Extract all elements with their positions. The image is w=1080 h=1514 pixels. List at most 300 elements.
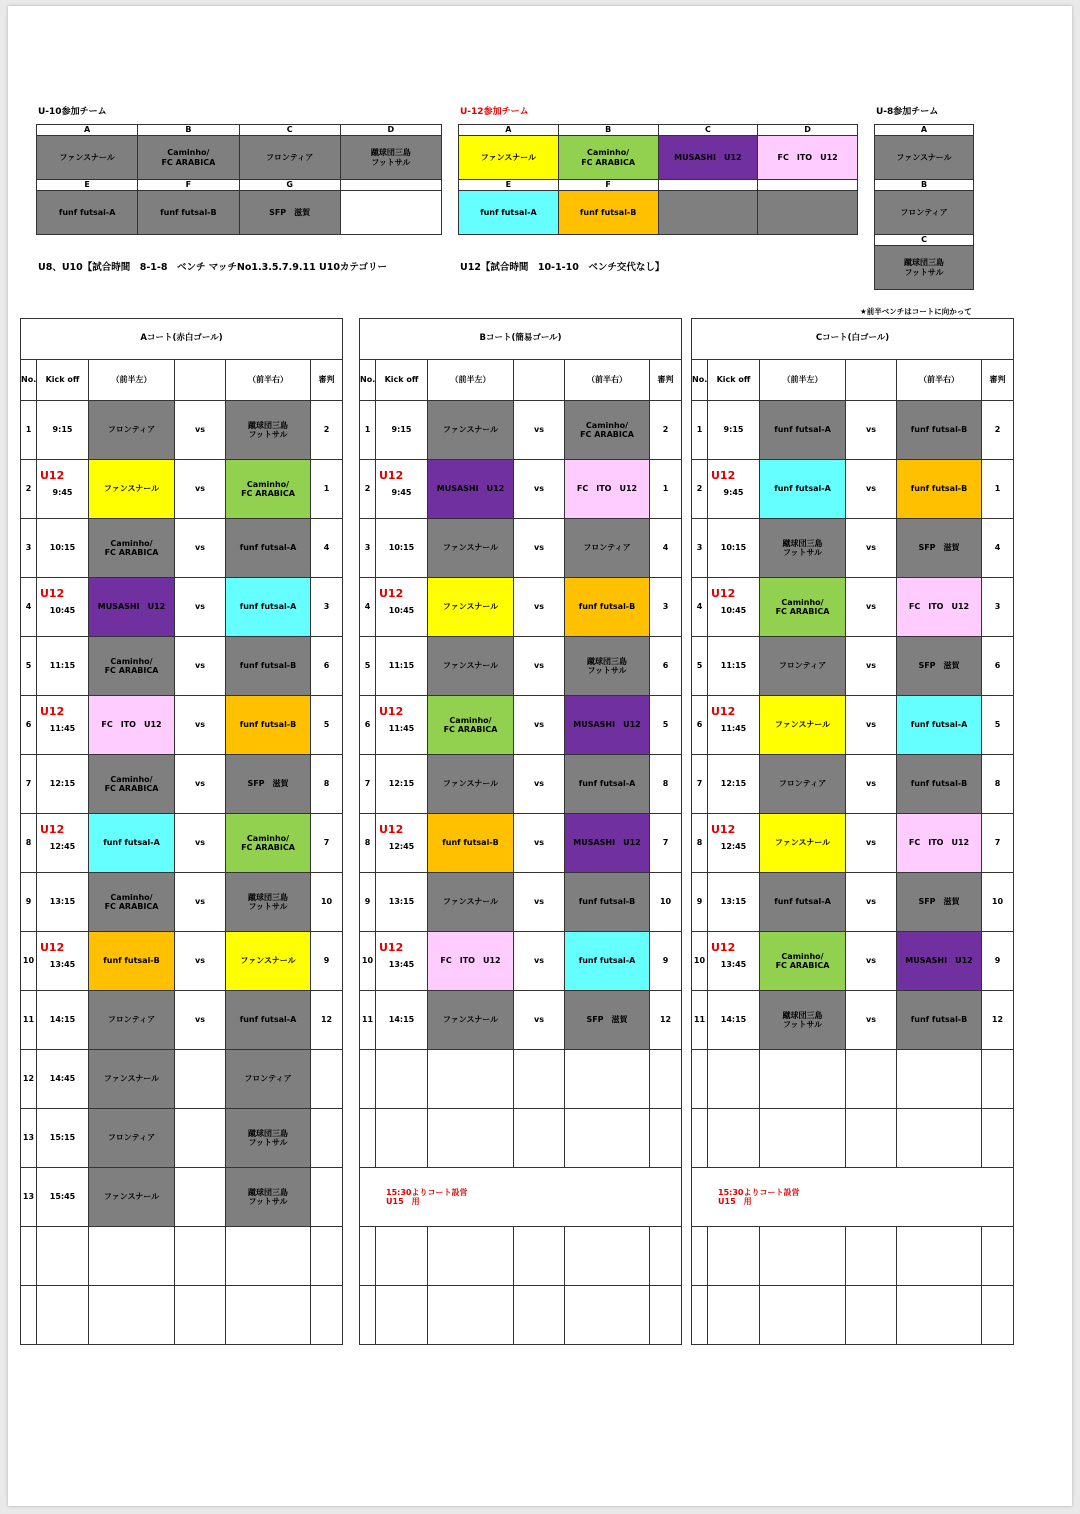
right-team-header: （前半右）: [226, 360, 311, 401]
empty-cell: [565, 1109, 650, 1168]
referee-number: 6: [650, 637, 682, 696]
referee-number: 10: [982, 873, 1014, 932]
vs-label: vs: [514, 460, 565, 519]
empty-cell: [708, 1050, 760, 1109]
kickoff-time: [376, 696, 428, 755]
kickoff-time: 14:15: [37, 991, 89, 1050]
kickoff-time: 11:15: [708, 637, 760, 696]
vs-label: vs: [846, 401, 897, 460]
match-number: 3: [21, 519, 37, 578]
right-team: funf futsal-A: [226, 991, 311, 1050]
right-team: Caminho/ FC ARABICA: [226, 814, 311, 873]
vs-label: vs: [175, 637, 226, 696]
vs-label: vs: [846, 637, 897, 696]
u8-title: U-8参加チーム: [876, 107, 939, 117]
u12-label: U12: [40, 705, 65, 719]
empty-cell: [760, 1109, 846, 1168]
empty-cell: [376, 1286, 428, 1345]
kickoff-value: 12:45: [720, 841, 747, 851]
empty-cell: [846, 1286, 897, 1345]
match-number: 2: [360, 460, 376, 519]
match-number: 7: [21, 755, 37, 814]
kickoff-header: Kick off: [376, 360, 428, 401]
table-row: [360, 519, 682, 578]
right-team: フロンティア: [565, 519, 650, 578]
empty-cell: [360, 1050, 376, 1109]
u12-header-blank2: [758, 180, 858, 191]
table-row: [692, 1109, 1014, 1168]
referee-number: 1: [982, 460, 1014, 519]
match-number: 5: [360, 637, 376, 696]
match-number: 4: [21, 578, 37, 637]
referee-number: [311, 1168, 343, 1227]
right-team-header: （前半右）: [565, 360, 650, 401]
referee-number: 12: [311, 991, 343, 1050]
left-team: フロンティア: [89, 401, 175, 460]
empty-cell: [846, 1227, 897, 1286]
right-team: funf futsal-B: [897, 401, 982, 460]
match-number: 6: [692, 696, 708, 755]
vs-header: [514, 360, 565, 401]
empty-cell: [89, 1286, 175, 1345]
left-team: funf futsal-B: [428, 814, 514, 873]
vs-label: vs: [846, 755, 897, 814]
referee-number: 5: [311, 696, 343, 755]
kickoff-time: [37, 578, 89, 637]
u8-header-a: A: [875, 125, 974, 136]
kickoff-time: 13:15: [708, 873, 760, 932]
match-number: 7: [360, 755, 376, 814]
right-team: SFP 滋賀: [897, 637, 982, 696]
referee-number: 12: [982, 991, 1014, 1050]
vs-label: vs: [846, 873, 897, 932]
referee-number: 5: [982, 696, 1014, 755]
referee-number: 4: [982, 519, 1014, 578]
left-team: funf futsal-B: [89, 932, 175, 991]
u10-header-a: A: [37, 125, 138, 136]
vs-label: [175, 1050, 226, 1109]
u12-team-d: FC ITO U12: [758, 136, 858, 180]
vs-label: vs: [175, 401, 226, 460]
u10-rules: U8、U10【試合時間 8-1-8 ベンチ マッチNo1.3.5.7.9.11 U10カテゴリー: [38, 262, 388, 273]
empty-cell: [692, 1286, 708, 1345]
vs-label: vs: [514, 814, 565, 873]
left-team: ファンスナール: [428, 755, 514, 814]
table-row: [21, 1109, 343, 1168]
u12-label: U12: [40, 587, 65, 601]
match-number: 1: [692, 401, 708, 460]
u12-label: U12: [40, 941, 65, 955]
match-number: 11: [21, 991, 37, 1050]
kickoff-time: 13:15: [37, 873, 89, 932]
right-team: funf futsal-B: [897, 755, 982, 814]
match-number: 3: [692, 519, 708, 578]
table-row: [692, 578, 1014, 637]
kickoff-value: 9:45: [723, 487, 744, 497]
table-row: [360, 578, 682, 637]
vs-label: vs: [514, 696, 565, 755]
right-team: SFP 滋賀: [565, 991, 650, 1050]
right-team: FC ITO U12: [565, 460, 650, 519]
empty-cell: [982, 1286, 1014, 1345]
table-row: [21, 460, 343, 519]
vs-label: vs: [514, 991, 565, 1050]
kickoff-time: [37, 932, 89, 991]
table-row: [692, 1050, 1014, 1109]
empty-cell: [846, 1109, 897, 1168]
right-team-header: （前半右）: [897, 360, 982, 401]
left-team: FC ITO U12: [428, 932, 514, 991]
empty-cell: [360, 1286, 376, 1345]
court-title: Aコート(赤白ゴール): [21, 319, 343, 360]
court-setup-note: 15:30よりコート設営 U15 用: [360, 1168, 682, 1227]
table-row: [692, 637, 1014, 696]
empty-cell: [650, 1109, 682, 1168]
empty-cell: [565, 1227, 650, 1286]
vs-header: [846, 360, 897, 401]
left-team: Caminho/ FC ARABICA: [89, 755, 175, 814]
kickoff-time: 15:15: [37, 1109, 89, 1168]
table-row: [360, 1286, 682, 1345]
referee-number: 3: [311, 578, 343, 637]
referee-number: 4: [650, 519, 682, 578]
court-table-2: [691, 318, 1014, 1345]
referee-number: 2: [982, 401, 1014, 460]
kickoff-time: 11:15: [37, 637, 89, 696]
match-number: 8: [692, 814, 708, 873]
referee-header: 審判: [311, 360, 343, 401]
kickoff-time: 14:15: [708, 991, 760, 1050]
kickoff-value: 11:45: [49, 723, 76, 733]
right-team: MUSASHI U12: [565, 814, 650, 873]
match-number: 12: [21, 1050, 37, 1109]
right-team: ファンスナール: [226, 932, 311, 991]
empty-cell: [708, 1227, 760, 1286]
vs-label: vs: [514, 932, 565, 991]
kickoff-value: 13:45: [720, 959, 747, 969]
referee-number: [311, 1109, 343, 1168]
table-row: [21, 932, 343, 991]
no-header: No.: [692, 360, 708, 401]
left-team: ファンスナール: [89, 1050, 175, 1109]
empty-cell: [846, 1050, 897, 1109]
empty-cell: [692, 1227, 708, 1286]
empty-cell: [37, 1227, 89, 1286]
right-team: funf futsal-A: [565, 755, 650, 814]
match-number: 13: [21, 1109, 37, 1168]
table-row: [21, 637, 343, 696]
left-team: ファンスナール: [428, 637, 514, 696]
empty-cell: [982, 1050, 1014, 1109]
vs-label: vs: [846, 578, 897, 637]
referee-number: 8: [650, 755, 682, 814]
referee-number: 6: [982, 637, 1014, 696]
vs-label: vs: [175, 932, 226, 991]
left-team: 蹴球団三島 フットサル: [760, 519, 846, 578]
u12-team-empty1: [658, 191, 758, 235]
kickoff-time: [376, 932, 428, 991]
table-row: [21, 1168, 343, 1227]
referee-number: 3: [650, 578, 682, 637]
kickoff-time: [708, 814, 760, 873]
u12-team-a: ファンスナール: [459, 136, 559, 180]
table-row: [692, 519, 1014, 578]
empty-cell: [21, 1286, 37, 1345]
empty-cell: [897, 1050, 982, 1109]
left-team: Caminho/ FC ARABICA: [89, 519, 175, 578]
u12-label: U12: [711, 705, 736, 719]
u12-team-f: funf futsal-B: [558, 191, 658, 235]
right-team: MUSASHI U12: [897, 932, 982, 991]
table-row: [360, 1168, 682, 1227]
vs-label: vs: [175, 814, 226, 873]
u12-label: U12: [40, 469, 65, 483]
u10-header-f: F: [138, 180, 239, 191]
vs-label: vs: [514, 401, 565, 460]
left-team: フロンティア: [89, 1109, 175, 1168]
left-team: ファンスナール: [760, 696, 846, 755]
u12-label: U12: [379, 705, 404, 719]
empty-cell: [175, 1286, 226, 1345]
right-team: 蹴球団三島 フットサル: [565, 637, 650, 696]
table-row: [360, 1109, 682, 1168]
referee-number: 10: [650, 873, 682, 932]
right-team: funf futsal-B: [226, 696, 311, 755]
vs-header: [175, 360, 226, 401]
u12-label: U12: [379, 823, 404, 837]
empty-cell: [565, 1050, 650, 1109]
u12-label: U12: [711, 941, 736, 955]
bench-note: ★前半ベンチはコートに向かって: [860, 307, 972, 316]
referee-number: 2: [650, 401, 682, 460]
schedule-sheet: [8, 6, 1072, 1506]
vs-label: vs: [175, 519, 226, 578]
referee-header: 審判: [982, 360, 1014, 401]
referee-number: 1: [650, 460, 682, 519]
table-row: [21, 519, 343, 578]
vs-label: vs: [846, 519, 897, 578]
match-number: 5: [692, 637, 708, 696]
right-team: 蹴球団三島 フットサル: [226, 873, 311, 932]
left-team: ファンスナール: [428, 519, 514, 578]
right-team: funf futsal-B: [897, 991, 982, 1050]
u12-team-c: MUSASHI U12: [658, 136, 758, 180]
u8-team-a: ファンスナール: [875, 136, 974, 180]
kickoff-time: 14:45: [37, 1050, 89, 1109]
left-team: Caminho/ FC ARABICA: [89, 873, 175, 932]
match-number: 9: [21, 873, 37, 932]
table-row: [692, 932, 1014, 991]
match-number: 8: [21, 814, 37, 873]
table-row: [21, 1227, 343, 1286]
empty-cell: [376, 1050, 428, 1109]
right-team: funf futsal-B: [897, 460, 982, 519]
vs-label: vs: [514, 578, 565, 637]
match-number: 2: [21, 460, 37, 519]
table-row: [692, 1168, 1014, 1227]
kickoff-time: [376, 578, 428, 637]
empty-cell: [360, 1109, 376, 1168]
kickoff-time: [708, 696, 760, 755]
empty-cell: [897, 1109, 982, 1168]
table-row: [21, 578, 343, 637]
kickoff-header: Kick off: [37, 360, 89, 401]
right-team: funf futsal-B: [226, 637, 311, 696]
left-team: ファンスナール: [89, 1168, 175, 1227]
empty-cell: [692, 1109, 708, 1168]
right-team: SFP 滋賀: [897, 873, 982, 932]
left-team-header: （前半左）: [428, 360, 514, 401]
empty-cell: [21, 1227, 37, 1286]
u12-header-e: E: [459, 180, 559, 191]
left-team: MUSASHI U12: [428, 460, 514, 519]
referee-number: 1: [311, 460, 343, 519]
referee-number: 8: [982, 755, 1014, 814]
table-row: [21, 696, 343, 755]
empty-cell: [708, 1109, 760, 1168]
u12-team-empty2: [758, 191, 858, 235]
court-title: Bコート(簡易ゴール): [360, 319, 682, 360]
empty-cell: [376, 1227, 428, 1286]
kickoff-time: 10:15: [708, 519, 760, 578]
left-team: ファンスナール: [89, 460, 175, 519]
kickoff-value: 13:45: [49, 959, 76, 969]
no-header: No.: [21, 360, 37, 401]
u12-team-e: funf futsal-A: [459, 191, 559, 235]
left-team: Caminho/ FC ARABICA: [760, 578, 846, 637]
referee-number: 7: [311, 814, 343, 873]
kickoff-time: [376, 814, 428, 873]
right-team: funf futsal-B: [565, 873, 650, 932]
vs-label: vs: [514, 873, 565, 932]
table-row: [360, 755, 682, 814]
table-row: [360, 814, 682, 873]
right-team: funf futsal-A: [226, 519, 311, 578]
right-team: 蹴球団三島 フットサル: [226, 1168, 311, 1227]
left-team: フロンティア: [760, 755, 846, 814]
empty-cell: [360, 1227, 376, 1286]
court-title: Cコート(白ゴール): [692, 319, 1014, 360]
u8-team-b: フロンティア: [875, 191, 974, 235]
table-row: [21, 1286, 343, 1345]
vs-label: vs: [846, 932, 897, 991]
court-table-1: [359, 318, 682, 1345]
empty-cell: [650, 1050, 682, 1109]
empty-cell: [514, 1286, 565, 1345]
empty-cell: [760, 1050, 846, 1109]
kickoff-value: 13:45: [388, 959, 415, 969]
u12-header-d: D: [758, 125, 858, 136]
vs-label: vs: [175, 578, 226, 637]
table-row: [360, 1227, 682, 1286]
table-row: [692, 814, 1014, 873]
empty-cell: [37, 1286, 89, 1345]
table-row: [692, 1227, 1014, 1286]
empty-cell: [897, 1227, 982, 1286]
empty-cell: [376, 1109, 428, 1168]
right-team: MUSASHI U12: [565, 696, 650, 755]
court-setup-note: 15:30よりコート設営 U15 用: [692, 1168, 1014, 1227]
u10-team-b: Caminho/ FC ARABICA: [138, 136, 239, 180]
match-number: 2: [692, 460, 708, 519]
u10-team-e: funf futsal-A: [37, 191, 138, 235]
empty-cell: [692, 1050, 708, 1109]
kickoff-value: 10:45: [720, 605, 747, 615]
table-row: [692, 696, 1014, 755]
empty-cell: [311, 1227, 343, 1286]
u12-team-table: [458, 124, 858, 235]
u12-header-c: C: [658, 125, 758, 136]
kickoff-time: 9:15: [376, 401, 428, 460]
match-number: 7: [692, 755, 708, 814]
kickoff-time: 13:15: [376, 873, 428, 932]
u12-header-blank1: [658, 180, 758, 191]
match-number: 10: [360, 932, 376, 991]
u8-header-c: C: [875, 235, 974, 246]
u10-title: U-10参加チーム: [38, 107, 107, 117]
table-row: [21, 755, 343, 814]
match-number: 4: [692, 578, 708, 637]
table-row: [360, 1050, 682, 1109]
kickoff-time: 12:15: [37, 755, 89, 814]
u12-team-b: Caminho/ FC ARABICA: [558, 136, 658, 180]
left-team: Caminho/ FC ARABICA: [89, 637, 175, 696]
kickoff-value: 9:45: [391, 487, 412, 497]
kickoff-time: 11:15: [376, 637, 428, 696]
match-number: 13: [21, 1168, 37, 1227]
empty-cell: [760, 1227, 846, 1286]
u12-label: U12: [379, 469, 404, 483]
vs-label: vs: [514, 637, 565, 696]
left-team: MUSASHI U12: [89, 578, 175, 637]
referee-number: [311, 1050, 343, 1109]
left-team: フロンティア: [760, 637, 846, 696]
u10-team-a: ファンスナール: [37, 136, 138, 180]
right-team: funf futsal-A: [897, 696, 982, 755]
left-team: ファンスナール: [428, 873, 514, 932]
table-row: [21, 991, 343, 1050]
kickoff-time: 9:15: [708, 401, 760, 460]
kickoff-header: Kick off: [708, 360, 760, 401]
u8-team-c: 蹴球団三島 フットサル: [875, 246, 974, 290]
u10-team-f: funf futsal-B: [138, 191, 239, 235]
table-row: [360, 401, 682, 460]
u12-label: U12: [711, 587, 736, 601]
table-row: [21, 873, 343, 932]
u12-label: U12: [40, 823, 65, 837]
match-number: 4: [360, 578, 376, 637]
u10-header-blank: [340, 180, 441, 191]
kickoff-time: 9:15: [37, 401, 89, 460]
table-row: [692, 460, 1014, 519]
referee-number: 2: [311, 401, 343, 460]
no-header: No.: [360, 360, 376, 401]
u12-title: U-12参加チーム: [460, 107, 529, 117]
left-team: ファンスナール: [760, 814, 846, 873]
referee-number: 7: [650, 814, 682, 873]
match-number: 8: [360, 814, 376, 873]
right-team: Caminho/ FC ARABICA: [565, 401, 650, 460]
table-row: [360, 873, 682, 932]
referee-number: 9: [311, 932, 343, 991]
kickoff-time: 10:15: [376, 519, 428, 578]
left-team: フロンティア: [89, 991, 175, 1050]
referee-header: 審判: [650, 360, 682, 401]
vs-label: vs: [846, 991, 897, 1050]
u12-header-a: A: [459, 125, 559, 136]
empty-cell: [982, 1109, 1014, 1168]
vs-label: vs: [514, 755, 565, 814]
